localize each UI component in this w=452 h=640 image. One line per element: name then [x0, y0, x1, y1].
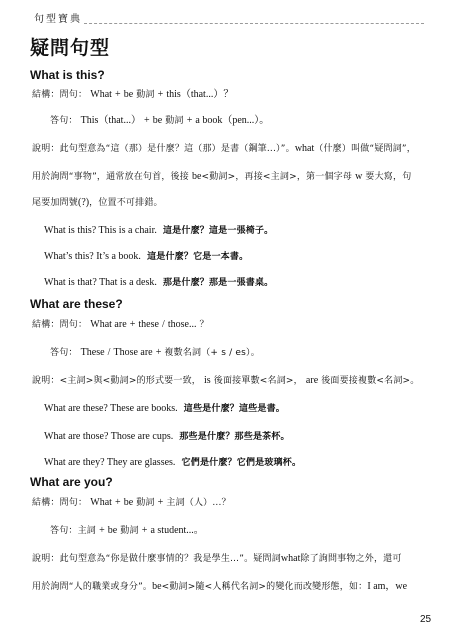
running-header: [34, 14, 424, 28]
example-sentence: What is that? That is a desk. 那是什麼？那是一張書桌。: [44, 277, 274, 288]
header-divider: [84, 23, 424, 24]
explanation-line-1: 說明：此句型意為“你是做什麼事情的？我是學生...”。疑問詞what除了詢問事物之外，還可: [32, 553, 402, 564]
explanation-line-2: 用於詢問“事物”，通常放在句首，後接 be<動詞>，再接<主詞>，第一個字母 w 要大寫，句: [32, 171, 412, 182]
structure-question-line: 結構：問句： What + be 動詞 + 主詞（人）...？: [32, 497, 231, 508]
example-sentence: What are those? Those are cups. 那些是什麼？那些是茶杯。: [44, 431, 290, 442]
book-title: 句型寶典: [34, 14, 82, 25]
example-sentence: What are these? These are books. 這些是什麼？這些是書。: [44, 403, 285, 414]
example-sentence: What are they? They are glasses. 它們是什麼？它們是玻璃杯。: [44, 457, 302, 468]
section-heading-what-is-this: What is this?: [30, 68, 105, 82]
page-title: 疑問句型: [30, 37, 111, 59]
explanation-line-3: 尾要加問號(?)，位置不可排錯。: [32, 197, 163, 208]
explanation-line-1: 說明：<主詞>與<動詞>的形式要一致， is 後面接單數<名詞>， are 後面要接複數<名詞>。: [32, 375, 420, 386]
example-sentence: What is this? This is a chair. 這是什麼？這是一張椅子。: [44, 225, 274, 236]
page-number: 25: [420, 614, 432, 625]
section-heading-what-are-these: What are these?: [30, 297, 123, 311]
example-sentence: What’s this? It’s a book. 這是什麼？它是一本書。: [44, 251, 249, 262]
structure-answer-line: 答句：主詞 + be 動詞 + a student...。: [50, 525, 204, 536]
structure-answer-line: 答句： This（that...） + be 動詞 + a book（pen...）。: [50, 115, 270, 126]
section-heading-what-are-you: What are you?: [30, 475, 113, 489]
structure-question-line: 結構：問句： What + be 動詞 + this（that...）？: [32, 89, 234, 100]
structure-answer-line: 答句： These / Those are + 複數名詞（+ s / es）。: [50, 347, 260, 358]
explanation-line-1: 說明：此句型意為“這（那）是什麼？這（那）是書（鋼筆...）”。what（什麼）叫做“疑問詞”，: [32, 143, 416, 154]
explanation-line-2: 用於詢問“人的職業或身分”。be<動詞>隨<人稱代名詞>的變化而改變形態，如：I am，we: [32, 581, 408, 592]
structure-question-line: 結構：問句： What are + these / those... ？: [32, 319, 209, 330]
